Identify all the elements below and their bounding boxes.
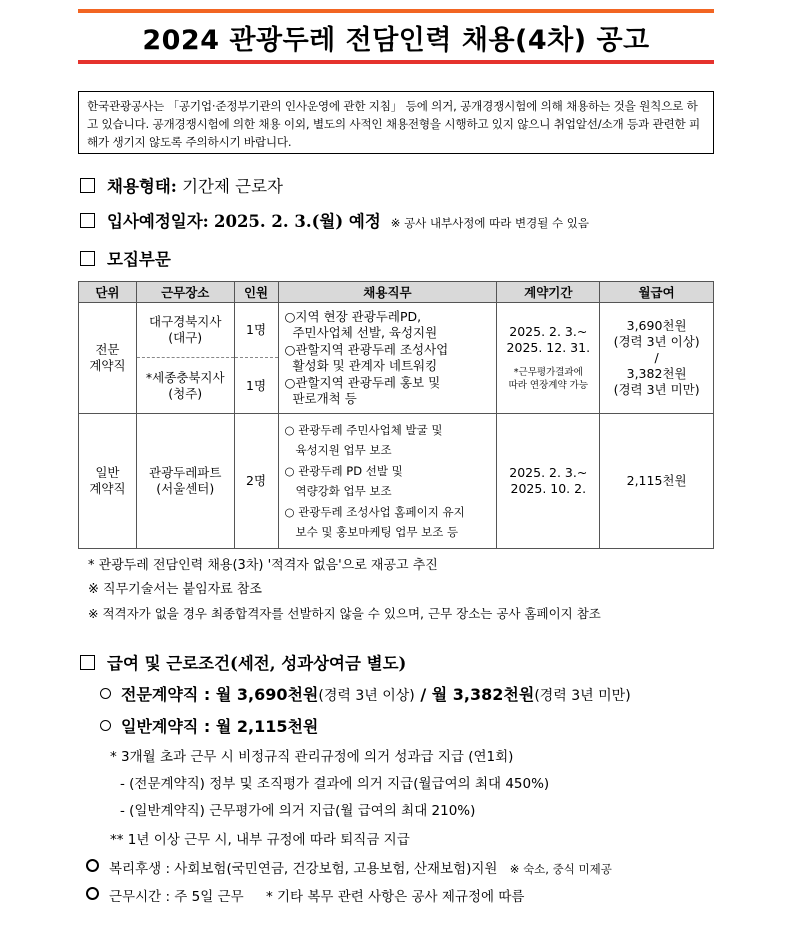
title-bottom-rule xyxy=(78,60,714,64)
circle-bullet-icon xyxy=(100,720,111,731)
circle-bullet-icon xyxy=(86,859,99,872)
period-note: *근무평가결과에 따라 연장계약 가능 xyxy=(508,367,589,391)
place-cell: 관광두레파트 (서울센터) xyxy=(136,414,234,549)
duty-cell xyxy=(278,414,497,549)
count-cell: 2명 xyxy=(234,414,278,549)
col-header: 단위 xyxy=(79,282,137,303)
col-header: 인원 xyxy=(234,282,278,303)
duty-item: ○ 관광두레 주민사업체 발굴 및 육성지원 업무 보조 xyxy=(284,422,443,457)
count-cell: 1명 xyxy=(234,358,278,414)
salary-cell: 3,690천원 (경력 3년 이상) / 3,382천원 (경력 3년 미만) xyxy=(600,303,714,414)
start-date: 입사예정일자: 2025. 2. 3.(월) 예정 ※ 공사 내부사정에 따라 변경될 수 있음 xyxy=(80,212,589,233)
recruit-table xyxy=(78,281,714,549)
duty-cell xyxy=(278,303,497,414)
pay-bonus-expert: - (전문계약직) 정부 및 조직평가 결과에 의거 지급(월급여의 최대 450%) xyxy=(120,776,550,792)
duty-item: ○지역 현장 관광두레PD, 주민사업체 선발, 육성지원 xyxy=(284,308,438,340)
recruit-note: ※ 적격자가 없을 경우 최종합격자를 선발하지 않을 수 있으며, 근무 장소는 공사 홈페이지 참조 xyxy=(88,606,601,621)
recruit-note: ※ 직무기술서는 붙임자료 참조 xyxy=(88,582,262,597)
unit-cell: 전문 계약직 xyxy=(79,303,137,414)
col-header: 계약기간 xyxy=(497,282,600,303)
place-cell: *세종충북지사 (청주) xyxy=(136,358,234,414)
table-row xyxy=(79,303,714,358)
pay-bonus: * 3개월 초과 근무 시 비정규직 관리규정에 의거 성과급 지급 (연1회) xyxy=(110,749,514,765)
unit-cell: 일반 계약직 xyxy=(79,414,137,549)
place-cell: 대구경북지사 (대구) xyxy=(136,303,234,358)
period-cell: 2025. 2. 3.~ 2025. 10. 2. xyxy=(497,414,600,549)
period-cell xyxy=(497,303,600,414)
checkbox-square-icon xyxy=(80,251,95,266)
checkbox-square-icon xyxy=(80,655,95,670)
welfare: 복리후생 : 사회보험(국민연금, 건강보험, 고용보험, 산재보험)지원 ※ 숙소, 중식 미제공 xyxy=(86,859,612,878)
pay-expert: 전문계약직 : 월 3,690천원(경력 3년 이상) / 월 3,382천원(경력 3년 미만) xyxy=(100,686,631,705)
circle-bullet-icon xyxy=(100,688,111,699)
severance: ** 1년 이상 근무 시, 내부 규정에 따라 퇴직금 지급 xyxy=(110,832,410,848)
period-text: 2025. 2. 3.~ 2025. 12. 31. xyxy=(506,324,591,355)
col-header: 채용직무 xyxy=(278,282,497,303)
col-header: 근무장소 xyxy=(136,282,234,303)
employment-type: 채용형태: 기간제 근로자 xyxy=(80,177,283,197)
pay-general: 일반계약직 : 월 2,115천원 xyxy=(100,718,318,736)
notice-box: 한국관광공사는 「공기업·준정부기관의 인사운영에 관한 지침」 등에 의거, 공개경쟁시험에 의해 채용하는 것을 원칙으로 하고 있습니다. 공개경쟁시험에 의한 채용 이외, 별도의 사적인 채용전형을 시행하고 있지 않으니 취업알선/소개 등과 관련한 피해가 생기지 않도록 주의하시기 바랍니다. xyxy=(78,91,714,154)
duty-item: ○관할지역 관광두레 조성사업 활성화 및 관계자 네트워킹 xyxy=(284,341,449,373)
salary-cell: 2,115천원 xyxy=(600,414,714,549)
table-header-row xyxy=(79,282,714,303)
page-title: 2024 관광두레 전담인력 채용(4차) 공고 xyxy=(142,25,650,56)
duty-item: ○관할지역 관광두레 홍보 및 판로개척 등 xyxy=(284,374,441,406)
checkbox-square-icon xyxy=(80,213,95,228)
recruit-heading: 모집부문 xyxy=(80,250,171,270)
count-cell: 1명 xyxy=(234,303,278,358)
recruit-note: * 관광두레 전담인력 채용(3차) '적격자 없음'으로 재공고 추진 xyxy=(88,558,438,573)
title-top-rule xyxy=(78,9,714,13)
pay-bonus-general: - (일반계약직) 근무평가에 의거 지급(월 급여의 최대 210%) xyxy=(120,803,476,819)
duty-item: ○ 관광두레 PD 선발 및 역량강화 업무 보조 xyxy=(284,463,403,498)
table-row xyxy=(79,414,714,549)
checkbox-square-icon xyxy=(80,178,95,193)
duty-item: ○ 관광두레 조성사업 홈페이지 유지 보수 및 홍보마케팅 업무 보조 등 xyxy=(284,504,465,539)
pay-heading: 급여 및 근로조건(세전, 성과상여금 별도) xyxy=(80,654,406,674)
col-header: 월급여 xyxy=(600,282,714,303)
work-hours: 근무시간 : 주 5일 근무 * 기타 복무 관련 사항은 공사 제규정에 따름 xyxy=(86,887,524,906)
circle-bullet-icon xyxy=(86,887,99,900)
